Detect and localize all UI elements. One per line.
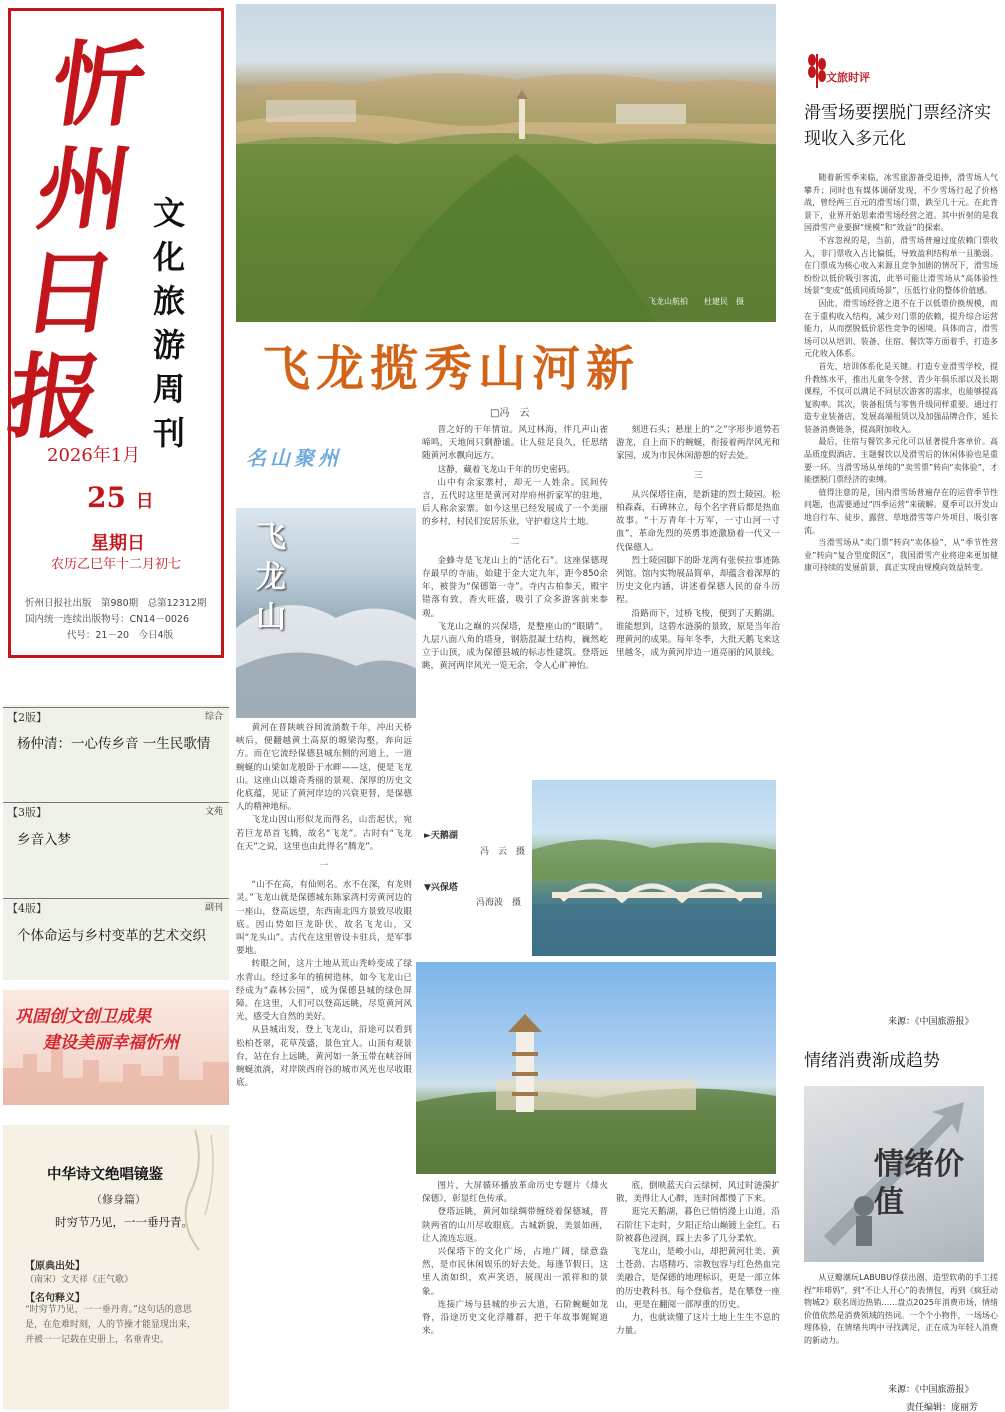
paragraph: 飞龙山，是峻小山，却把黄河壮美、黄土苍劲、古塔精巧、宗教包容与红色热血完美融合，是保德的地理标识，更是一部立体的历史教科书。每个登临者，是在攀登一座山，更是在翻阅一部厚重的历史。 [616,1247,780,1310]
paragraph: 从县城出发，登上飞龙山，沿途可以看到松柏苍翠，花草茂盛，景色宜人。山顶有观景台，站在台上远眺，黄河如一条玉带在峡谷间蜿蜒流淌，对岸陕西府谷的城市风光也尽收眼底。 [236,1025,412,1089]
paragraph: 这静，藏着飞龙山千年的历史密码。 [437,464,575,475]
supplement-char: 游 [152,326,185,364]
name-char: 州 [30,135,138,243]
pagoda-label: ▼兴保塔 [424,883,458,893]
feilong-vertical-title [256,518,296,638]
meaning-text: “时穷节乃见，一一垂丹青。”这句话的意思是，在危难时刻，人的节操才能显现出来，并被一一记载在史册上，名垂青史。 [25,1305,197,1345]
paragraph: 金蜂寺是飞龙山上的“活化石”。这座保德现存最早的寺庙，始建于金大定九年，距今850余年，被誉为“保德第一寺”。寺内古柏参天，殿宇错落有致，香火旺盛，吸引了众多游客前来参观。 [422,555,608,619]
article-column-2-top [422,424,608,774]
cn-line: 国内统一连续出版物号：CN14－0026 [25,614,190,625]
paragraph: “山不在高，有仙则名。水不在深，有龙则灵。”飞龙山就是保德城东陈家湾村旁黄河边的一座山，登高远望，东西南北四方景致尽收眼底。因山势如巨龙卧伏，故名飞龙山，又叫“龙头山”。古代在这里曾设卡驻兵，是军事要地。 [236,880,412,957]
poem-title: 中华诗文绝唱镜鉴 [47,1166,163,1183]
bridge-lake-icon [532,780,776,956]
paragraph: 力，也就读懂了这片土地上生生不息的力量。 [616,1313,780,1337]
paragraph: 因此，滑雪场经营之道不在于以低票价换规模，而在于重构收入结构，减少对门票的依赖，提升综合运营能力，从而摆脱低价恶性竞争的困境。具体而言，滑雪场可以从培训、装备、住宿、餐饮等方面着手，打造多元化收入体系。 [804,298,998,359]
weekday: 星期日 [91,533,145,554]
paragraph: 飞龙山之巅的兴保塔，是整座山的“眼睛”。九层八面八角的塔身，钢筋混凝土结构，巍然屹立于山顶，成为保德县城的标志性建筑。登塔远眺，黄河两岸风光一览无余，令人心旷神怡。 [422,621,608,672]
pagoda-icon [416,962,776,1174]
snow-mountain-photo [236,508,416,718]
index-category: 文苑 [204,807,223,817]
supplement-char: 旅 [152,282,185,320]
paragraph: 转眼之间，这片土地从荒山秃岭变成了绿水青山。经过多年的植树造林，如今飞龙山已经成为“森林公园”，成为保德县城的绿色屏障。在这里，人们可以登高远眺，尽览黄河风光，感受大自然的美好。 [236,959,412,1023]
civic-banner [3,990,229,1105]
paragraph: 连接广场与县城的步云大道，石阶蜿蜒如龙脊，沿途历史文化浮雕群，把千年故事娓娓道来。 [422,1299,608,1337]
index-category: 综合 [204,712,223,722]
author-byline: □冯 云 [490,408,530,419]
paragraph: 首先，培训体系化是关键。打造专业滑雪学校，提升教练水平，推出儿童冬令营、青少年俱乐部以及长期课程，不仅可以满足不同层次游客的需求，也能够提高复购率。其次，装备租赁与零售升级同样重要。通过打造专业装备店，发展高端租赁以及加强品牌合作，延长装备消费链条，提高附加收入。 [804,361,998,434]
paragraph: 烈士陵园脚下的卧龙湾有张侯拉事迹陈列馆。馆内实物展品简单，却蕴含着深厚的历史文化内涵，讲述着保德人民的奋斗历程。 [616,555,780,606]
supplement-char: 文 [152,194,185,232]
name-char: 日 [16,239,124,347]
article-title: 情绪消费渐成趋势 [804,1051,940,1071]
paragraph: 兴保塔下的文化广场，占地广阔，绿意盎然，是市民休闲娱乐的好去处。每逢节假日，这里人流如织，欢声笑语，展现出一派祥和的景象。 [422,1247,608,1297]
paragraph: 飞龙山因山形似龙而得名，山峦起伏，宛若巨龙昂首飞腾，故名“飞龙”。古时有“飞龙在天”之说，这里也由此得名“腾龙”。 [236,815,412,852]
paragraph: 不容忽视的是，当前，滑雪场普遍过度依赖门票收入，非门票收入占比偏低，导致盈利结构单一且脆弱。在门票成为核心收入来源且竞争加剧的情况下，滑雪场纷纷以低价吸引客流，此举可能让滑雪场从“高体验性场景”变成“低质同质场景”，压低行业的整体价值感。 [804,235,998,296]
swan-label: ►天鹅湖 [424,831,458,841]
index-page: 【2版】 [7,711,47,724]
article-column-1 [236,722,412,1410]
paragraph: 刻进石头；悬崖上的“之”字形步道势若游龙，自上而下的蜿蜒，衔接着两岸风光和家园，成为市民休闲游憩的好去处。 [616,425,780,462]
paragraph: 逛完天鹅湖，暮色已悄悄漫上山道，沿石阶往下走时，夕阳正给山巅镀上金红。石阶被暮色浸润，踩上去多了几分柔软。 [616,1207,780,1244]
paragraph: 黄河在晋陕峡谷间流淌数千年，冲出天桥峡后，便翻越黄土高原的塬梁沟壑，奔向远方。而在它流经保德县城东侧的河道上，一道蜿蜒的山梁如龙般卧于水畔——这，便是飞龙山。这座山以雄奇秀丽的景观、深厚的历史文化底蕴，见证了黄河岸边的兴衰更替，是保德人的精神地标。 [236,723,412,813]
index-title[interactable]: 个体命运与乡村变革的艺术交织 [17,928,206,944]
paragraph: 当滑雪场从“卖门票”转向“卖体验”，从“季节性营业”转向“复合型度假区”，我国滑雪产业将迎来更加健康可持续的发展前景，真正实现由规模向效益转变。 [804,538,998,573]
index-title[interactable]: 杨仲清：一心传乡音 一生民歌情 [17,736,211,752]
banner-line-1: 巩固创文创卫成果 [15,1007,151,1027]
poem-line: 时穷节乃见，一一垂丹青。 [55,1215,193,1229]
lunar-date: 农历乙巳年十二月初七 [51,557,182,572]
paragraph: 山中有余家寨村，却无一人姓余。民间传言，五代时这里是黄河对岸府州折家军的驻地，后人称余家寨。如今这里已经发展成了一个美丽的乡村，村民们安居乐业，守护着这片土地。 [422,477,608,528]
index-header [3,802,229,820]
vertical-char: 龙 [256,560,286,595]
index-header [3,898,229,916]
pagoda-credit: 冯海波 摄 [476,898,522,908]
paragraph: 图片，大屏循环播放革命历史专题片《烽火保德》，彰显红色传承。 [422,1181,608,1205]
article-column-2-bottom [422,1180,608,1410]
publication-info [25,596,215,644]
paragraph: 晋之好的干年情谊。风过林海，伴几声山雀啼鸣，天地间只剩静谧。让人驻足良久，任思绪随黄河水飘向远方。 [422,425,608,462]
paragraph: 从豆瓣潮玩LABUBU俘获出圈，造型软萌的手工搓捏“咔啡妈”，到“不让人开心”的表情包，再到《疯狂动物城2》联名周边热销……盘点2025年消费市场，情绪价值依然是消费领域的热词。一个个小物件，一场场心理体验，在情绪共鸣中寻找满足，正在成为年轻人消费的新动力。 [804,1273,998,1345]
publisher-line: 忻州日报社出版 第980期 总第12312期 [25,598,207,609]
article-column-3-top [616,424,780,774]
paragraph: 值得注意的是，国内滑雪场普遍存在的运营季节性问题，也需要通过“四季运营”来破解。夏季可以开发山地自行车、徒步、露营、草地滑雪等户外项目，吸引客流。 [804,487,998,535]
index-page: 【4版】 [7,902,47,915]
newspaper-name [2,33,170,449]
issue-day [87,481,154,514]
responsible-editor: 责任编辑：庞丽芳 [906,1403,979,1412]
swan-credit: 冯 云 摄 [480,847,526,857]
index-category: 副刊 [204,903,223,913]
index-header [3,707,229,725]
article-body [804,172,998,1012]
masthead [1,8,224,658]
poem-subtitle: （修身篇） [91,1193,146,1206]
mountain-landscape-icon [236,4,776,322]
article-title: 滑雪场要摆脱门票经济实现收入多元化 [804,103,991,149]
paragraph: 底，倒映蓝天白云绿树，风过时涟漪扩散，美得让人心醉，连时间都慢了下来。 [616,1181,780,1205]
vertical-char: 飞 [256,520,286,555]
issue-date: 2026年1月 [47,445,141,466]
photo-caption: 飞龙山航拍 杜建民 摄 [648,297,744,306]
pagoda-photo [416,962,776,1174]
page-index [3,705,229,980]
swan-lake-photo [532,780,776,956]
section-number: 一 [319,861,329,872]
article-body [804,1272,998,1382]
vertical-char: 山 [256,600,286,635]
source-label: 【原典出处】 [25,1261,85,1272]
section-number: 二 [510,536,520,547]
paragraph: 从兴保塔往南，是新建的烈士陵园。松柏森森，石碑林立，每个名字背后都是热血故事。“十万青年十万军，一寸山河一寸血”，革命先烈的英勇事迹激励着一代又一代保德人。 [616,489,780,553]
column-tag: 文旅时评 [826,71,870,84]
poem-column [3,1125,229,1410]
section-number: 三 [693,470,703,481]
name-char: 忻 [45,31,153,139]
index-title[interactable]: 乡音入梦 [17,832,71,848]
index-page: 【3版】 [7,806,47,819]
aerial-photo [236,4,776,322]
paragraph: 随着新雪季来临，冰雪旅游备受追捧，滑雪场人气攀升；同时也有媒体调研发现，不少雪场行起了价格战，曾经两三百元的滑雪场门票，跌至几十元。在此背景下，业界开始思索滑雪场经营之道。其中折射的是我国滑雪产业要摒“规模”和“效益”的探索。 [804,173,998,233]
commentary-column [786,4,1002,1412]
image-text: 情绪价值 [874,1147,964,1220]
paragraph: 登塔远眺，黄河如绿绸带缠绕着保德城，晋陕两省的山川尽收眼底。古城新貌，美景如画，让人流连忘返。 [422,1207,608,1244]
page-headline: 飞龙揽秀山河新 [262,341,641,397]
emotion-value-image [804,1086,984,1262]
banner-line-2: 建设美丽幸福忻州 [43,1033,179,1053]
code-line: 代号：21－20 今日4版 [66,630,174,641]
supplement-name [149,191,189,455]
article-source: 来源：《中国旅游报》 [888,1017,974,1027]
article-source: 来源：《中国旅游报》 [888,1385,974,1395]
day-number: 25 [87,481,126,514]
source-text: （南宋）文天祥《正气歌》 [25,1275,134,1285]
section-tag: 名山聚州 [246,446,342,470]
paragraph: 沿路而下，过桥飞梭，便到了天鹅湖。谁能想到，这碧水涟漪的景致，原是当年治理黄河的成果。每年冬季，大批天鹅飞来这里越冬，成为黄河岸边一道亮丽的风景线。 [616,608,780,659]
meaning-label: 【名句释义】 [25,1293,85,1304]
paragraph: 最后，住宿与餐饮多元化可以显著提升客单价。高品质度假酒店、主题餐饮以及滑雪后的休闲体验也是重要一环。当滑雪场从单纯的“卖雪票”转向“卖体验”，才能摆脱门票经济的束缚。 [804,437,998,485]
day-unit: 日 [135,491,154,512]
supplement-char: 化 [152,238,185,276]
article-column-3-bottom [616,1180,780,1410]
supplement-char: 刊 [152,414,185,452]
name-char: 报 [1,343,109,451]
calligraphy-decoration-icon [165,1125,225,1255]
supplement-char: 周 [152,370,185,408]
